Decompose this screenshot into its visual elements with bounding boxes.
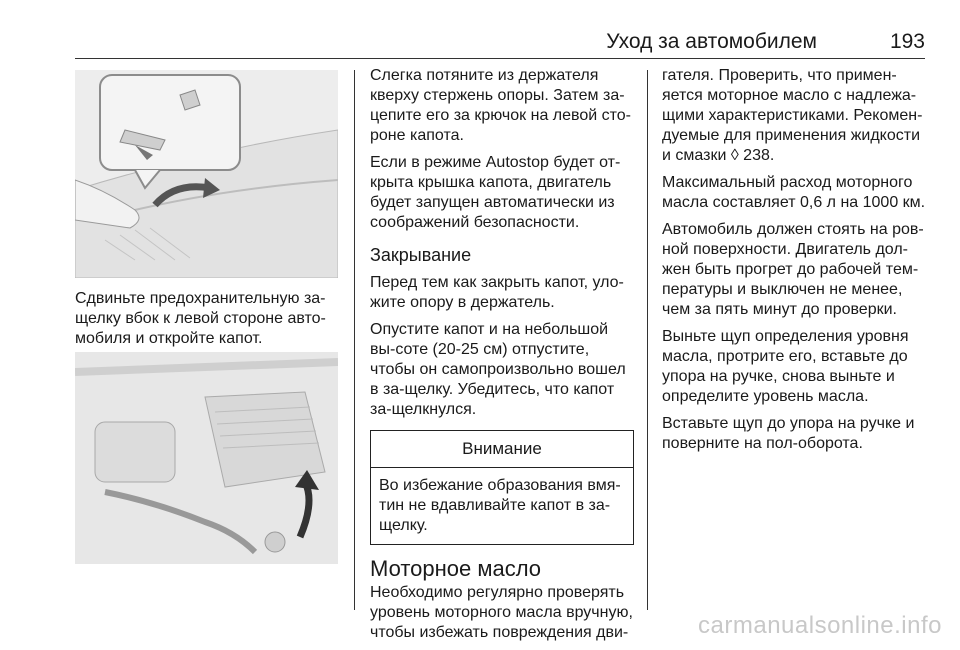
caution-box (370, 430, 634, 545)
caution-text: Во избежание образования вмя-тин не вдавливайте капот в за-щелку. (379, 477, 621, 534)
watermark: carmanualsonline.info (698, 612, 942, 639)
paragraph-oil-spec: гателя. Проверить, что примен-яется моторное масло с надлежа-щими характеристиками. Рекомен-дуемые для применения жидкости и смазки ◊ 238. (662, 67, 923, 164)
paragraph-oil-consumption: Максимальный расход моторного масла составляет 0,6 л на 1000 км. (662, 174, 926, 211)
heading-engine-oil: Моторное масло (370, 556, 542, 581)
engine-compartment-drawing (75, 352, 338, 564)
header-rule (75, 58, 925, 59)
paragraph-before-closing: Перед тем как закрыть капот, уло-жите опору в держатель. (370, 274, 624, 311)
page-header (75, 30, 925, 52)
paragraph-dipstick-procedure: Выньте щуп определения уровня масла, протрите его, вставьте до упора на ручке, снова выньте и определите уровень масла. (662, 328, 909, 405)
hood-release-caption: Сдвиньте предохранительную за-щелку вбок к левой стороне авто-мобиля и откройте капот. (75, 290, 326, 347)
column-2 (370, 66, 634, 650)
column-divider-1 (354, 70, 355, 610)
column-3 (662, 66, 928, 461)
column-divider-2 (647, 70, 648, 610)
header-title: Уход за автомобилем (606, 30, 817, 53)
paragraph-dipstick-insert: Вставьте щуп до упора на ручке и поверните на пол-оборота. (662, 415, 915, 452)
heading-closing: Закрывание (370, 245, 472, 265)
paragraph-oil-check: Необходимо регулярно проверять уровень моторного масла вручную, чтобы избежать повреждения дви- (370, 584, 633, 641)
paragraph-support-rod: Слегка потяните из держателя кверху стержень опоры. Затем за-цепите его за крючок на левой сто-роне капота. (370, 67, 631, 144)
engine-compartment-illustration (75, 352, 338, 564)
hood-latch-illustration (75, 70, 338, 278)
hood-latch-drawing (75, 70, 338, 278)
paragraph-level-surface: Автомобиль должен стоять на ров-ной поверхности. Двигатель дол-жен быть прогрет до рабочей тем-пературы и выключен не менее, чем за пять минут до проверки. (662, 221, 924, 318)
caution-title: Внимание (371, 431, 633, 468)
paragraph-autostop: Если в режиме Autostop будет от-крыта крышка капота, двигатель будет запущен автоматически из соображений безопасности. (370, 154, 621, 231)
paragraph-lower-hood: Опустите капот и на небольшой вы-соте (20-25 см) отпустите, чтобы он самопроизвольно вошел в за-щелку. Убедитесь, что капот за-щелкнулся. (370, 321, 626, 418)
column-1 (75, 70, 338, 278)
page-number: 193 (889, 30, 925, 53)
